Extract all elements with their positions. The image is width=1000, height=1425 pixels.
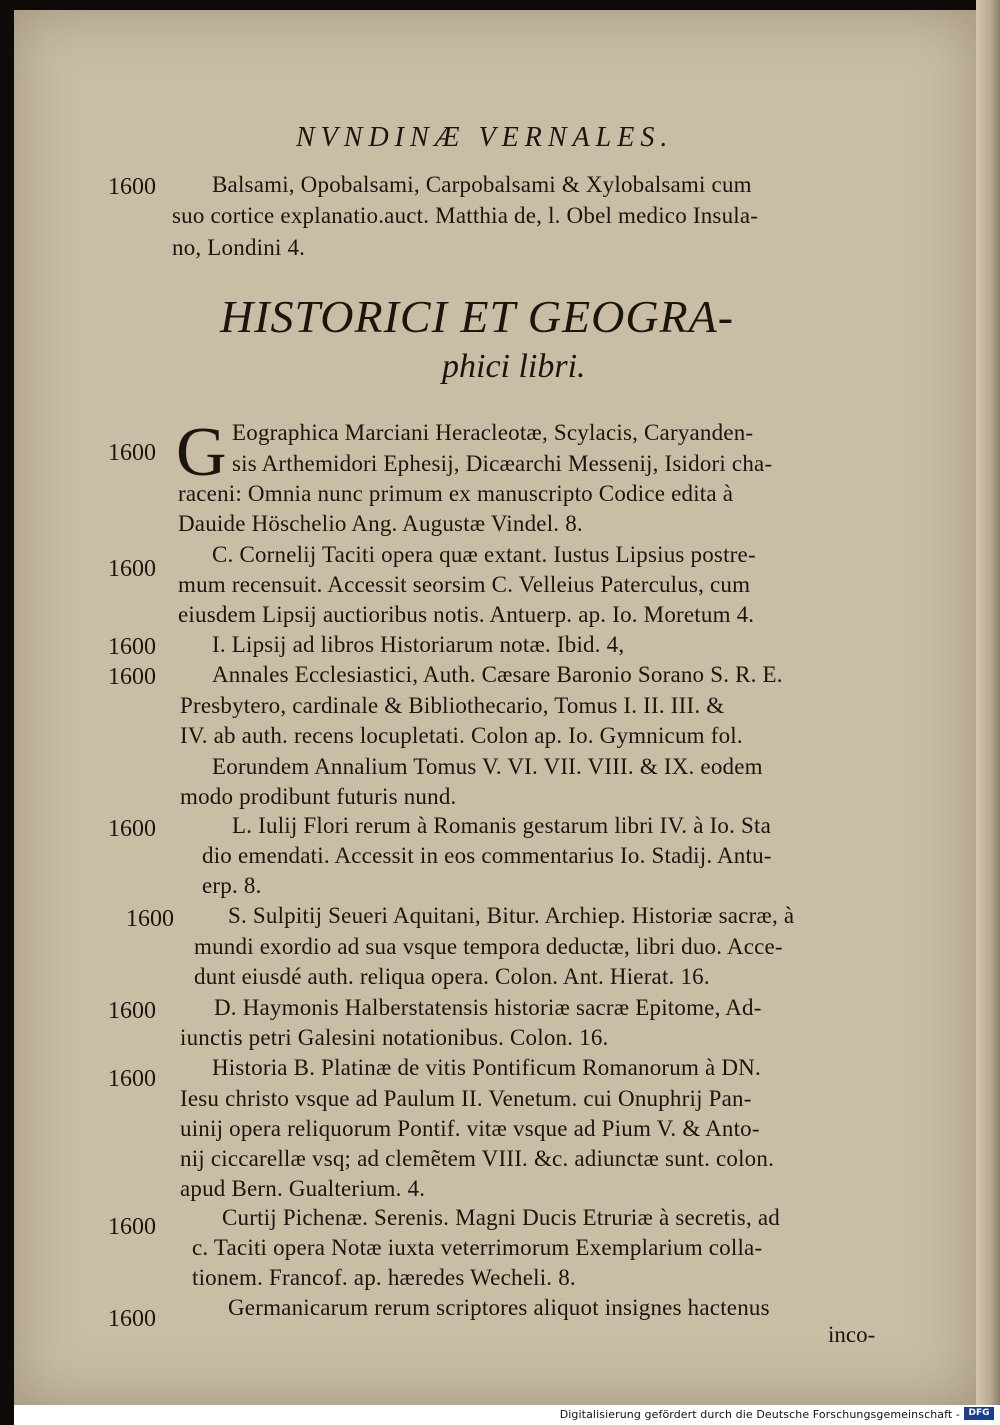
entry-year: 1600 <box>108 998 156 1024</box>
entry-line: I. Lipsij ad libros Historiarum notæ. Ibid. 4, <box>212 632 625 657</box>
entry-line: IV. ab auth. recens locupletati. Colon ap. Io. Gymnicum fol. <box>180 723 743 748</box>
page-edge <box>976 0 1000 1410</box>
entry-line: modo prodibunt futuris nund. <box>180 784 457 809</box>
entry-line: Dauide Höschelio Ang. Augustæ Vindel. 8. <box>178 511 583 536</box>
entry-line: Eographica Marciani Heracleotæ, Scylacis, Caryanden- <box>232 420 754 445</box>
entry-line: L. Iulij Flori rerum à Romanis gestarum libri IV. à Io. Sta <box>232 813 772 838</box>
entry-line: Annales Ecclesiastici, Auth. Cæsare Baronio Sorano S. R. E. <box>212 662 783 687</box>
entry-line: D. Haymonis Halberstatensis historiæ sacræ Epitome, Ad- <box>214 995 762 1020</box>
entry-line: Iesu christo vsque ad Paulum II. Venetum. cui Onuphrij Pan- <box>180 1086 752 1111</box>
entry-line: Balsami, Opobalsami, Carpobalsami & Xylobalsami cum <box>212 172 752 197</box>
entry-line: raceni: Omnia nunc primum ex manuscripto Codice edita à <box>178 481 734 506</box>
section-title: HISTORICI ET GEOGRA- <box>220 291 735 342</box>
entry-year: 1600 <box>108 816 156 842</box>
entry-line: C. Cornelij Taciti opera quæ extant. Iustus Lipsius postre- <box>212 542 756 567</box>
entry-line: sis Arthemidori Ephesij, Dicæarchi Messenij, Isidori cha- <box>232 451 773 476</box>
entry-line: Eorundem Annalium Tomus V. VI. VII. VIII. & IX. eodem <box>212 754 763 779</box>
entry-line: suo cortice explanatio.auct. Matthia de, l. Obel medico Insula- <box>172 203 759 228</box>
entry-year: 1600 <box>108 174 156 200</box>
catchword: inco- <box>828 1322 876 1347</box>
entry-line: mum recensuit. Accessit seorsim C. Velleius Paterculus, cum <box>178 572 751 597</box>
entry-line: no, Londini 4. <box>172 235 306 260</box>
entry-line: Germanicarum rerum scriptores aliquot insignes hactenus <box>228 1295 770 1320</box>
entry-line: c. Taciti opera Notæ iuxta veterrimorum Exemplarium colla- <box>192 1235 763 1260</box>
entry-year: 1600 <box>126 906 174 932</box>
entry-line: Curtij Pichenæ. Serenis. Magni Ducis Etruriæ à secretis, ad <box>222 1205 780 1230</box>
entry-line: Presbytero, cardinale & Bibliothecario, Tomus I. II. III. & <box>180 693 725 718</box>
entry-year: 1600 <box>108 1306 156 1332</box>
entry-year: 1600 <box>108 664 156 690</box>
entry-year: 1600 <box>108 1214 156 1240</box>
drop-capital: G <box>176 414 227 491</box>
entry-line: mundi exordio ad sua vsque tempora deductæ, libri duo. Acce- <box>194 934 783 959</box>
entry-year: 1600 <box>108 1066 156 1092</box>
entry-line: eiusdem Lipsij auctioribus notis. Antuerp. ap. Io. Moretum 4. <box>178 602 755 627</box>
dfg-logo: DFG <box>964 1407 994 1420</box>
digitization-credit: Digitalisierung gefördert durch die Deutsche Forschungsgemeinschaft - <box>559 1408 960 1421</box>
section-subtitle: phici libri. <box>442 348 586 385</box>
entry-year: 1600 <box>108 556 156 582</box>
entry-year: 1600 <box>108 634 156 660</box>
entry-line: apud Bern. Gualterium. 4. <box>180 1176 426 1201</box>
entry-line: iunctis petri Galesini notationibus. Colon. 16. <box>180 1025 609 1050</box>
running-title: NVNDINÆ VERNALES. <box>296 122 674 153</box>
entry-line: tionem. Francof. ap. hæredes Wecheli. 8. <box>192 1265 576 1290</box>
entry-line: uinij opera reliquorum Pontif. vitæ vsque ad Pium V. & Anto- <box>180 1116 760 1141</box>
entry-year: 1600 <box>108 440 156 466</box>
entry-line: dunt eiusdé auth. reliqua opera. Colon. Ant. Hierat. 16. <box>194 964 710 989</box>
entry-line: nij ciccarellæ vsq; ad clemẽtem VIII. &c. adiunctæ sunt. colon. <box>180 1146 775 1171</box>
entry-line: S. Sulpitij Seueri Aquitani, Bitur. Archiep. Historiæ sacræ, à <box>228 903 795 928</box>
entry-line: erp. 8. <box>202 873 262 898</box>
entry-line: Historia B. Platinæ de vitis Pontificum Romanorum à DN. <box>212 1055 761 1080</box>
entry-line: dio emendati. Accessit in eos commentarius Io. Stadij. Antu- <box>202 843 772 868</box>
